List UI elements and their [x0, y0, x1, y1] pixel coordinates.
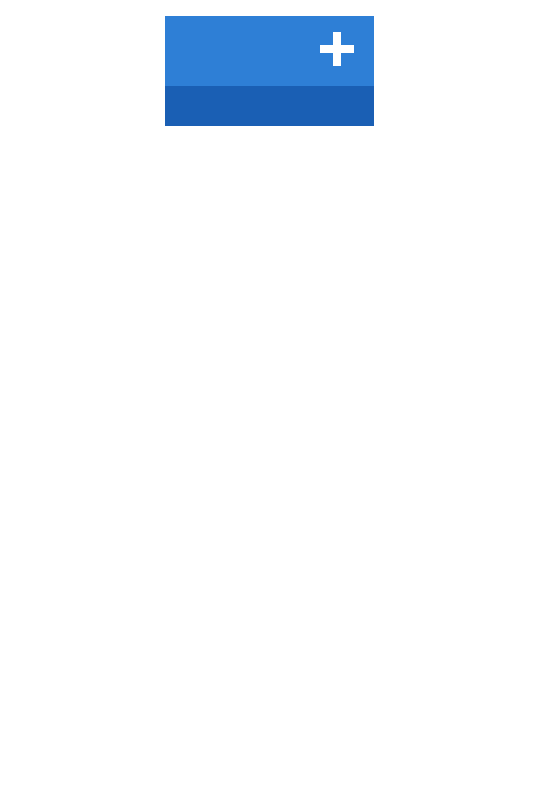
- plus-icon: [318, 30, 356, 68]
- logo-subtitle: [165, 86, 374, 126]
- simplex-logo: [165, 16, 374, 108]
